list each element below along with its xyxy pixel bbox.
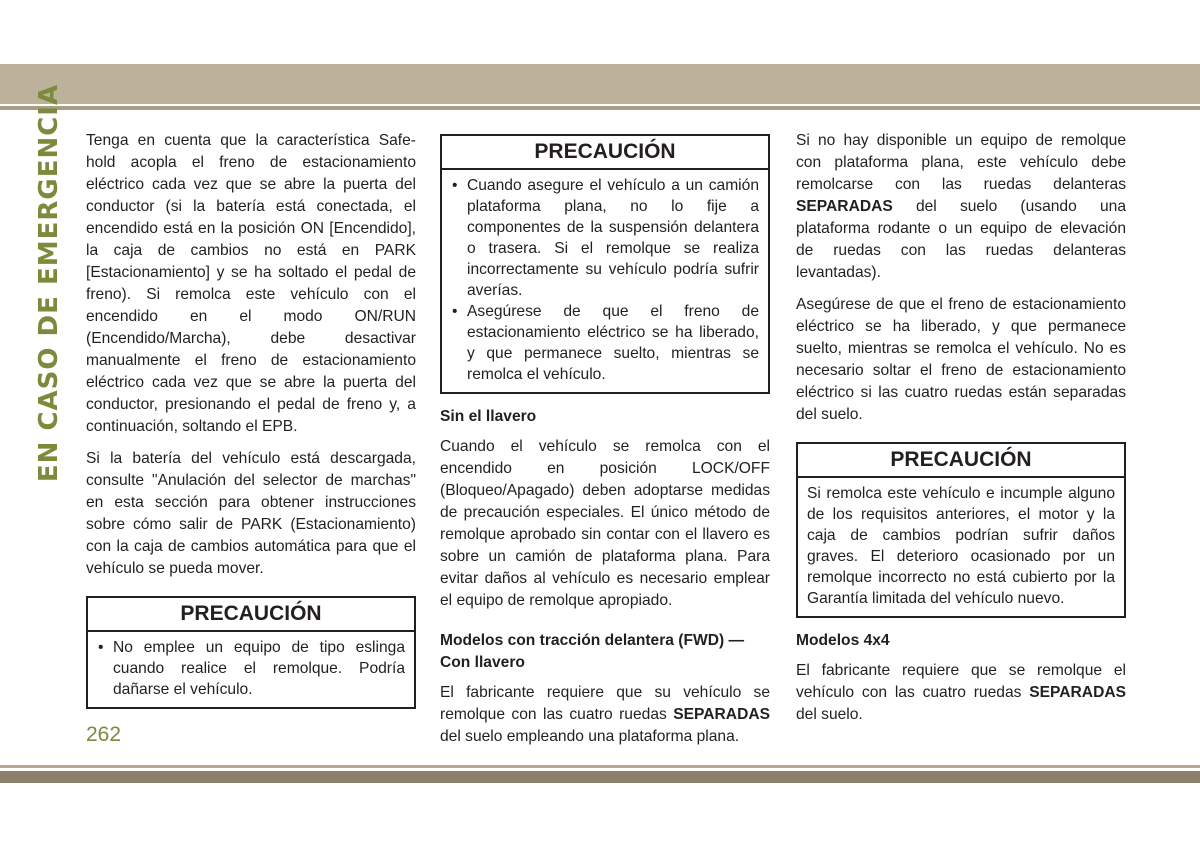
column-2 bbox=[440, 134, 770, 748]
caution-item: • Cuando asegure el vehículo a un camión plataforma plana, no lo fije a componentes de la suspensión delantera o trasera. Si el remolque se realiza incorrectamente su vehículo podría sufrir averías. bbox=[451, 175, 759, 301]
caution-text: Si remolca este vehículo e incumple alguno de los requisitos anteriores, el motor y la caja de cambios podrían sufrir daños graves. El deterioro ocasionado por un remolque incorrecto no está cubierto por la Garantía limitada del vehículo nuevo. bbox=[807, 485, 1115, 607]
paragraph-sin-llavero: Cuando el vehículo se remolca con el encendido en posición LOCK/OFF (Bloqueo/Apagado) deben adoptarse medidas de precaución especiales. El único método de remolque aprobado sin contar con el llavero es sobre un camión de plataforma plana. Para evitar daños al vehículo es necesario emplear el equipo de remolque apropiado. bbox=[440, 438, 770, 609]
section-tab bbox=[29, 83, 69, 483]
column-1 bbox=[86, 130, 416, 709]
caution-box bbox=[440, 134, 770, 394]
caution-list bbox=[97, 637, 405, 700]
subheading-sin-llavero: Sin el llavero bbox=[440, 408, 537, 425]
subheading-fwd: Modelos con tracción delantera (FWD) — Con llavero bbox=[440, 632, 745, 671]
header-band-line bbox=[0, 106, 1200, 110]
subheading-4x4: Modelos 4x4 bbox=[796, 632, 890, 649]
paragraph-epb-release: Asegúrese de que el freno de estacionamiento eléctrico se ha liberado, y que permanece suelto, mientras se remolca el vehículo. No es necesario soltar el freno de estacionamiento eléctrico si las cuatro ruedas están separadas del suelo. bbox=[796, 296, 1126, 423]
header-band bbox=[0, 64, 1200, 104]
caution-heading: PRECAUCIÓN bbox=[798, 444, 1124, 478]
paragraph-fwd: El fabricante requiere que su vehículo se remolque con las cuatro ruedas SEPARADAS del suelo empleando una plataforma plana. bbox=[440, 684, 770, 745]
paragraph-battery: Si la batería del vehículo está descargada, consulte "Anulación del selector de marchas" en esta sección para obtener instrucciones sobre cómo salir de PARK (Estacionamiento) con la caja de cambios automática para que el vehículo se pueda mover. bbox=[86, 450, 416, 577]
caution-heading: PRECAUCIÓN bbox=[442, 136, 768, 170]
caution-box bbox=[86, 596, 416, 709]
caution-item: • No emplee un equipo de tipo eslinga cuando realice el remolque. Podría dañarse el vehículo. bbox=[97, 637, 405, 700]
paragraph-no-flatbed: Si no hay disponible un equipo de remolque con plataforma plana, este vehículo debe remolcarse con las ruedas delanteras SEPARADAS del suelo (usando una plataforma rodante o un equipo de elevación de ruedas con las ruedas delanteras levantadas). bbox=[796, 132, 1126, 281]
paragraph-safehold: Tenga en cuenta que la característica Safe-hold acopla el freno de estacionamiento eléctrico cada vez que se abre la puerta del conductor (si la batería está conectada, el encendido está en la posición ON [Encendido], la caja de cambios no está en PARK [Estacionamiento] y se ha soltado el pedal de freno). Si remolca este vehículo con el encendido en el modo ON/RUN (Encendido/Marcha), debe desactivar manualmente el freno de estacionamiento eléctrico cada vez que se abre la puerta del conductor, presionando el pedal de freno y, a continuación, soltando el EPB. bbox=[86, 132, 416, 435]
caution-heading: PRECAUCIÓN bbox=[88, 598, 414, 632]
caution-item: • Asegúrese de que el freno de estacionamiento eléctrico se ha liberado, y que permanece suelto, mientras se remolca el vehículo. bbox=[451, 301, 759, 385]
page-number: 262 bbox=[86, 723, 122, 746]
caution-list bbox=[451, 175, 759, 385]
column-3 bbox=[796, 130, 1126, 726]
footer-band-line bbox=[0, 765, 1200, 768]
paragraph-4x4: El fabricante requiere que se remolque el vehículo con las cuatro ruedas SEPARADAS del suelo. bbox=[796, 662, 1126, 723]
caution-box bbox=[796, 442, 1126, 618]
section-title: EN CASO DE EMERGENCIA bbox=[34, 83, 65, 483]
footer-band bbox=[0, 771, 1200, 783]
